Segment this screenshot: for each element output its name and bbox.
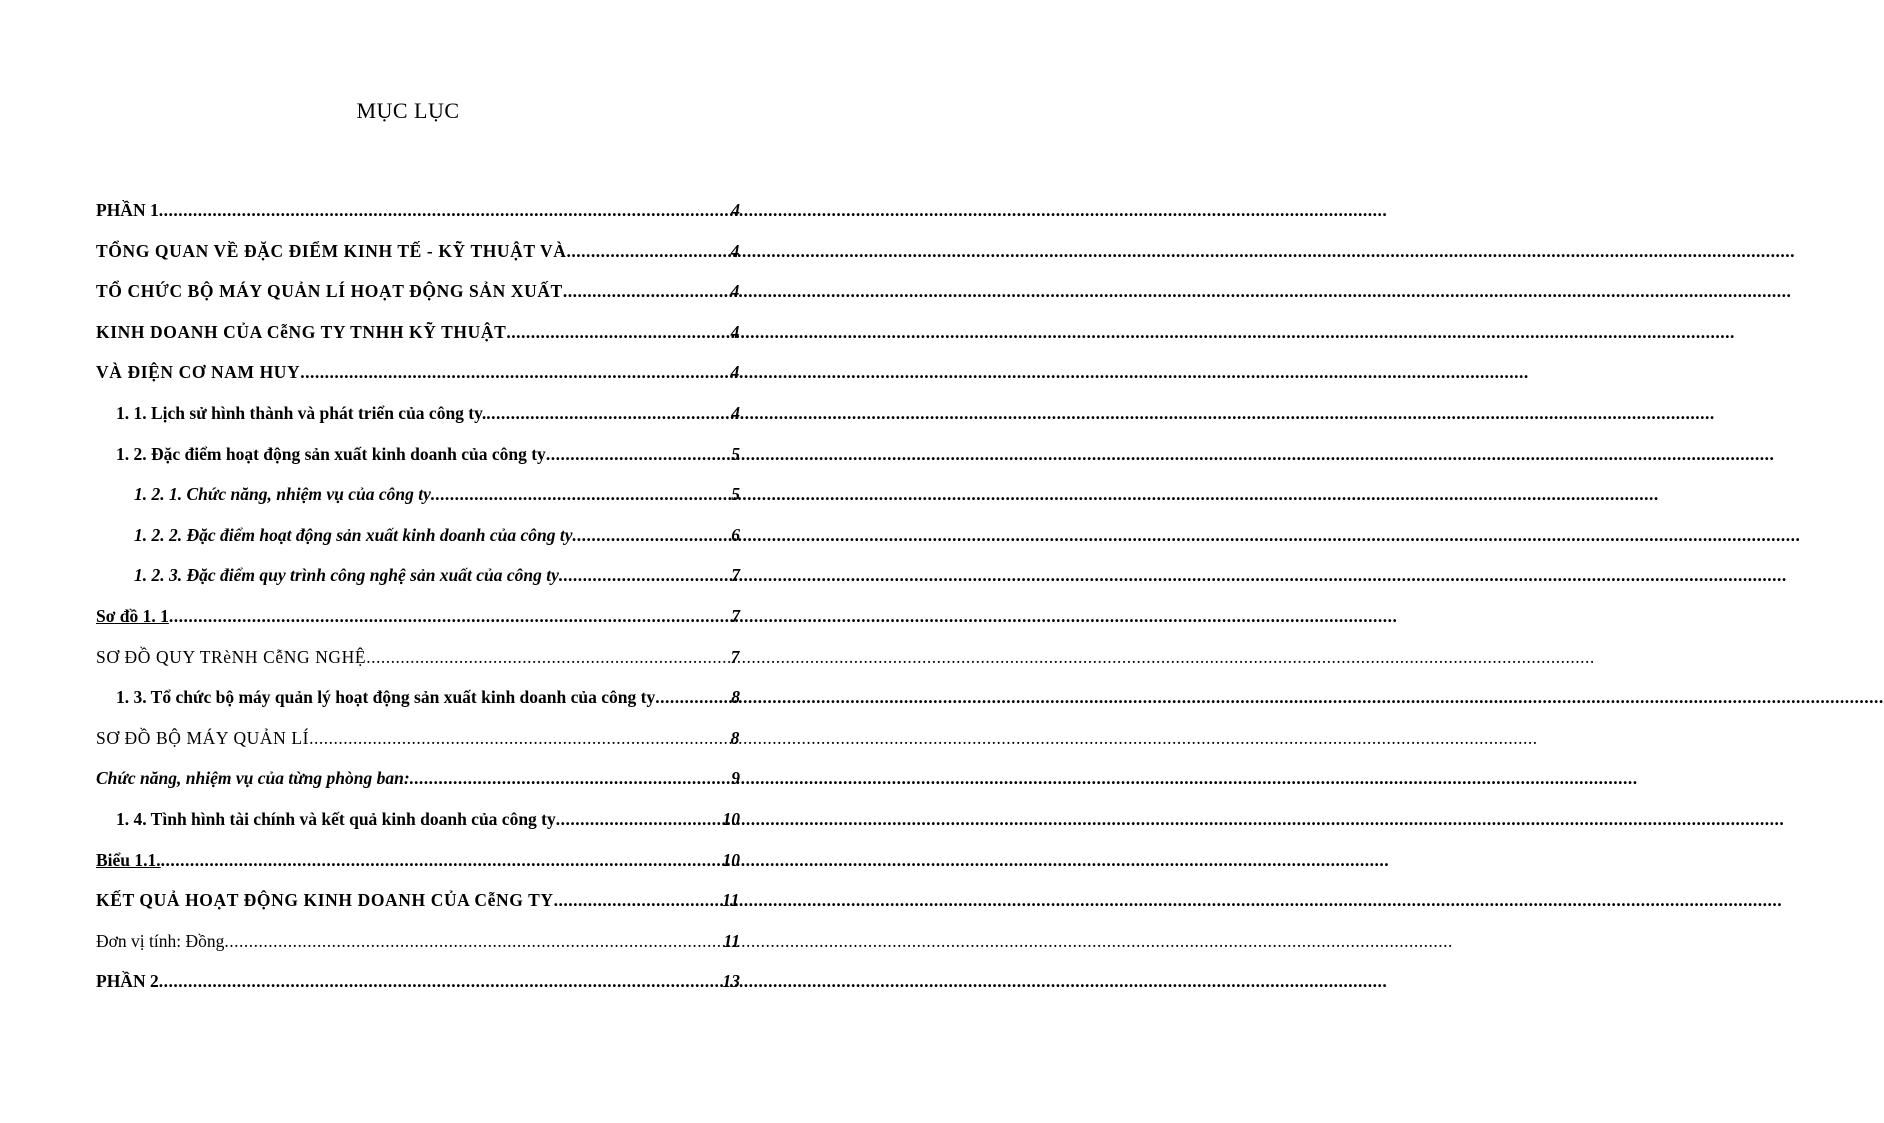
dot-leader <box>486 393 730 434</box>
toc-entry-page: 4 <box>730 240 740 261</box>
toc-entry-label: VÀ ĐIỆN CƠ NAM HUY <box>96 362 301 383</box>
toc-entry-label: Sơ đồ 1. 1 <box>96 605 169 626</box>
toc-entry-label: 1. 4. Tình hình tài chính và kết quả kinh doanh của công ty <box>116 808 556 829</box>
dot-leader <box>567 231 730 272</box>
toc-entry-1-2-3[interactable] <box>96 555 740 596</box>
toc-entry-label: PHẦN 1 <box>96 200 159 220</box>
toc-entry-label: Chức năng, nhiệm vụ của từng phòng ban: <box>96 768 410 789</box>
toc-entry-1-3[interactable] <box>96 677 740 718</box>
toc-entry-1-4[interactable] <box>96 799 740 840</box>
toc-entry-kinh-doanh-cong-ty[interactable] <box>96 312 740 353</box>
dot-leader <box>554 880 722 921</box>
toc-entry-1-2-2[interactable] <box>96 515 740 556</box>
page-title: MỤC LỤC <box>356 98 460 123</box>
toc-entry-1-2[interactable] <box>96 434 740 475</box>
toc-entry-phan-1[interactable] <box>96 190 740 231</box>
toc-entry-1-2-1[interactable] <box>96 474 740 515</box>
toc-entry-1-1[interactable] <box>96 393 740 434</box>
toc-entry-page: 4 <box>730 321 740 342</box>
dot-leader <box>559 555 730 596</box>
toc-entry-label: 1. 1. Lịch sử hình thành và phát triển của công ty. <box>116 402 487 423</box>
toc-entry-label: Đơn vị tính: Đồng <box>96 930 225 951</box>
toc-entry-label: TỔ CHỨC BỘ MÁY QUẢN LÍ HOẠT ĐỘNG SẢN XUẤT <box>96 281 563 302</box>
toc-entry-label: SƠ ĐỒ QUY TRèNH CễNG NGHỆ <box>96 646 367 667</box>
toc-entry-label: 1. 2. 3. Đặc điểm quy trình công nghệ sản xuất của công ty <box>134 565 559 586</box>
dot-leader <box>300 352 729 393</box>
table-of-contents <box>96 190 740 1002</box>
dot-leader <box>410 758 731 799</box>
toc-entry-label: 1. 3. Tổ chức bộ máy quản lý hoạt động sản xuất kinh doanh của công ty <box>116 687 656 708</box>
toc-entry-label: SƠ ĐỒ BỘ MÁY QUẢN LÍ <box>96 727 310 748</box>
dot-leader <box>506 312 729 353</box>
toc-entry-so-do-bo-may[interactable] <box>96 718 740 759</box>
dot-leader <box>573 515 731 556</box>
toc-entry-page: 4 <box>730 362 740 383</box>
dot-leader <box>161 840 722 881</box>
toc-entry-page: 13 <box>722 971 740 992</box>
toc-entry-page: 10 <box>722 808 740 829</box>
toc-entry-page: 4 <box>731 402 740 423</box>
dot-leader <box>431 474 730 515</box>
toc-entry-label: KINH DOANH CỦA CễNG TY TNHH KỸ THUẬT <box>96 321 507 342</box>
toc-entry-so-do-1-1[interactable] <box>96 596 740 637</box>
toc-entry-page: 11 <box>722 890 740 911</box>
dot-leader <box>169 596 730 637</box>
toc-entry-don-vi-tinh[interactable] <box>96 921 740 962</box>
dot-leader <box>546 434 730 475</box>
toc-entry-page: 9 <box>731 768 740 789</box>
toc-entry-label: TỔNG QUAN VỀ ĐẶC ĐIỂM KINH TẾ - KỸ THUẬT VÀ <box>96 240 567 261</box>
toc-entry-dien-co-nam-huy[interactable] <box>96 352 740 393</box>
dot-leader <box>309 718 730 759</box>
toc-entry-page: 8 <box>731 687 740 708</box>
toc-entry-label: PHẦN 2 <box>96 971 159 992</box>
toc-entry-to-chuc-bo-may[interactable] <box>96 271 740 312</box>
toc-entry-label: KẾT QUẢ HOẠT ĐỘNG KINH DOANH CỦA CễNG TY <box>96 890 554 911</box>
dot-leader <box>556 799 722 840</box>
dot-leader <box>159 961 722 1002</box>
toc-entry-page: 5 <box>731 484 740 505</box>
toc-entry-bieu-1-1[interactable] <box>96 840 740 881</box>
toc-entry-page: 10 <box>722 849 740 870</box>
dot-leader <box>159 190 731 231</box>
toc-entry-label: 1. 2. Đặc điểm hoạt động sản xuất kinh doanh của công ty <box>116 443 546 464</box>
toc-entry-page: 5 <box>731 443 740 464</box>
toc-entry-page: 7 <box>731 605 740 626</box>
toc-entry-so-do-quy-trinh[interactable] <box>96 637 740 678</box>
toc-entry-ket-qua-kinh-doanh[interactable] <box>96 880 740 921</box>
toc-entry-page: 8 <box>730 727 740 748</box>
toc-entry-page: 7 <box>730 646 740 667</box>
toc-entry-chuc-nang-phong-ban[interactable] <box>96 758 740 799</box>
toc-entry-label: 1. 2. 1. Chức năng, nhiệm vụ của công ty <box>134 484 431 505</box>
dot-leader <box>655 677 730 718</box>
toc-entry-phan-2[interactable] <box>96 961 740 1002</box>
toc-entry-page: 6 <box>731 524 740 545</box>
toc-entry-page: 4 <box>730 281 740 302</box>
toc-entry-page: 7 <box>731 565 740 586</box>
toc-entry-label: 1. 2. 2. Đặc điểm hoạt động sản xuất kinh doanh của công ty <box>134 524 573 545</box>
dot-leader <box>366 637 729 678</box>
dot-leader <box>563 271 730 312</box>
dot-leader <box>224 921 722 962</box>
toc-entry-tong-quan[interactable] <box>96 231 740 272</box>
toc-entry-page: 4 <box>731 200 740 220</box>
toc-entry-page: 11 <box>723 930 740 951</box>
toc-entry-label: Biểu 1.1. <box>96 849 161 870</box>
